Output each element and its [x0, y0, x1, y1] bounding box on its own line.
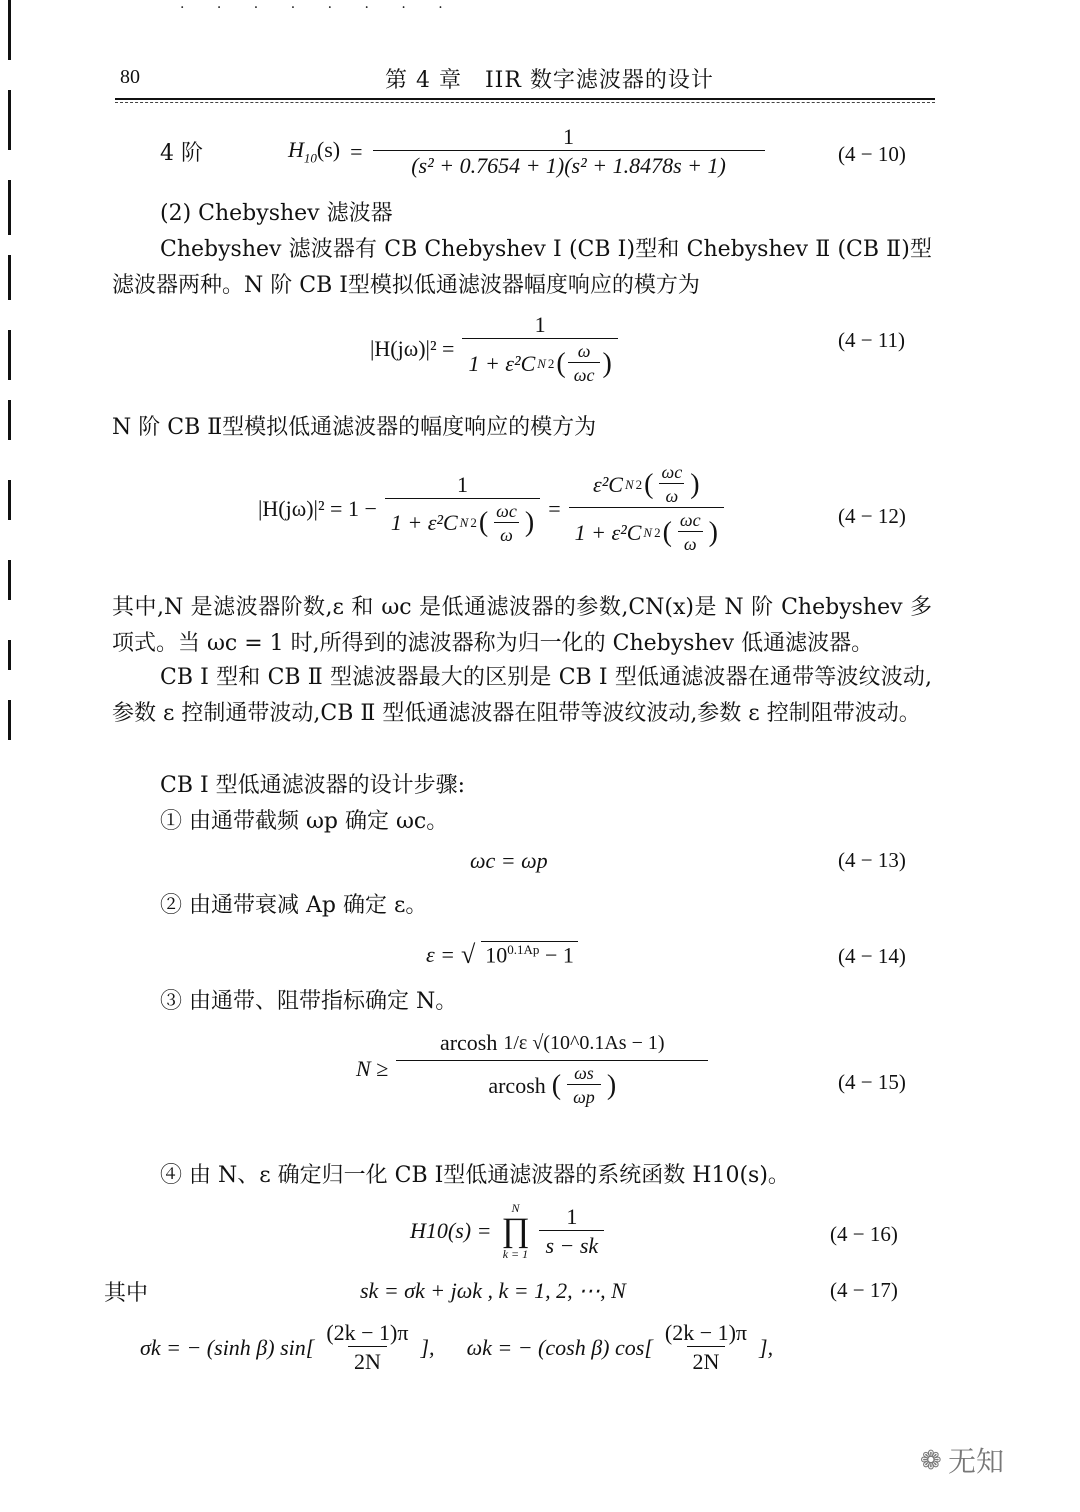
eq-4-10-label: 4 阶 [160, 141, 203, 166]
page-number: 80 [120, 66, 140, 88]
eq-number-4-15: (4 − 15) [838, 1070, 906, 1094]
header-rule [115, 98, 935, 100]
scan-margin-line [8, 90, 11, 150]
step-1: ① 由通带截频 ωp 确定 ωc。 [160, 809, 449, 834]
eq-4-17-label: 其中 [104, 1281, 149, 1306]
scan-top-marks: · · · · · · · · [180, 0, 457, 16]
eq-number-4-14: (4 − 14) [838, 944, 906, 968]
equation-4-13: ωc = ωp [470, 848, 548, 873]
paragraph-params: 其中,N 是滤波器阶数,ε 和 ωc 是低通滤波器的参数,CN(x)是 N 阶 Chebyshev 多项式。当 ωc = 1 时,所得到的滤波器称为归一化的 Chebyshev 低通滤波器。 [112, 595, 932, 656]
step-2: ② 由通带衰减 Ap 确定 ε。 [160, 893, 428, 918]
scan-margin-line [8, 180, 11, 235]
eq-number-4-11: (4 − 11) [838, 328, 906, 352]
equation-4-11: |H(jω)|² = 1 1 + ε²C N 2 ( $\frac{\omega}{\omega c}$ ) [370, 312, 618, 386]
equation-4-16: H10(s) = N ∏ k = 1 $\frac{1}{s - sk}$ [410, 1202, 604, 1260]
equation-4-10: $H_{10}(s)$ = $\frac{1}{\text{(s² + 0.7654 + 1)(s² + 1.8478s + 1)}}$ [288, 124, 765, 179]
scan-margin-line [8, 640, 11, 670]
equation-4-14: ε = √ $10^{0.1Ap} - 1$ [426, 940, 578, 970]
scan-margin-line [8, 255, 11, 300]
eq-number-4-16: (4 − 16) [830, 1222, 898, 1246]
paragraph-design-steps: CB Ⅰ 型低通滤波器的设计步骤: [160, 773, 466, 798]
eq-number-4-12: (4 − 12) [838, 504, 906, 528]
section-title: (2) Chebyshev 滤波器 [160, 201, 393, 226]
paragraph-difference: CB Ⅰ 型和 CB Ⅱ 型滤波器最大的区别是 CB Ⅰ 型低通滤波器在通带等波纹波动,参数 ε 控制通带波动,CB Ⅱ 型低通滤波器在阻带等波纹波动,参数 ε 控制阻带波动。 [112, 665, 932, 726]
paragraph-cb2: N 阶 CB Ⅱ型模拟低通滤波器的幅度响应的模方为 [112, 415, 597, 440]
chapter-title: 第 4 章 IIR 数字滤波器的设计 [385, 68, 714, 93]
eq-number-4-13: (4 − 13) [838, 848, 906, 872]
scan-margin-line [8, 480, 11, 520]
eq-number-4-17: (4 − 17) [830, 1278, 898, 1302]
step-4: ④ 由 N、ε 确定归一化 CB Ⅰ型低通滤波器的系统函数 H10(s)。 [160, 1163, 790, 1188]
scan-margin-line [8, 700, 11, 740]
equation-sigma-omega: σk = − (sinh β) sin[ $\frac{(2k - 1)\pi}{2N}$ ], ωk = − (cosh β) cos[ $\frac{(2k - 1)\pi}{2N}$ ], [140, 1320, 774, 1374]
paragraph-cb-types: Chebyshev 滤波器有 CB Chebyshev Ⅰ (CB Ⅰ)型和 Chebyshev Ⅱ (CB Ⅱ)型滤波器两种。N 阶 CB Ⅰ型模拟低通滤波器幅度响应的模方为 [112, 237, 932, 298]
scan-margin-line [8, 560, 11, 600]
scan-margin-line [8, 330, 11, 380]
equation-4-17: sk = σk + jωk , k = 1, 2, ⋯, N [360, 1278, 626, 1303]
equation-4-12: |H(jω)|² = 1 − 1 1 + ε²C N 2 ( $\frac{\omega c}{\omega}$ ) = ε²C N 2 ( $\frac{\omega c}{\omega}$ ) 1 + ε²C N 2 ( $\frac{\omega c}{\omega}$ ) [258, 462, 724, 555]
equation-4-15: N ≥ arcosh 1/ε √(10^0.1As − 1) arcosh ( $\frac{\omega s}{\omega p}$ ) [356, 1030, 708, 1108]
watermark-icon: ❁ [920, 1446, 942, 1476]
watermark-text: 无知 [948, 1445, 1005, 1478]
header-rule-dashed [115, 102, 935, 103]
step-3: ③ 由通带、阻带指标确定 N。 [160, 989, 458, 1014]
scan-margin-line [8, 400, 11, 440]
eq-number-4-10: (4 − 10) [838, 142, 906, 166]
scan-margin-line [8, 0, 11, 60]
